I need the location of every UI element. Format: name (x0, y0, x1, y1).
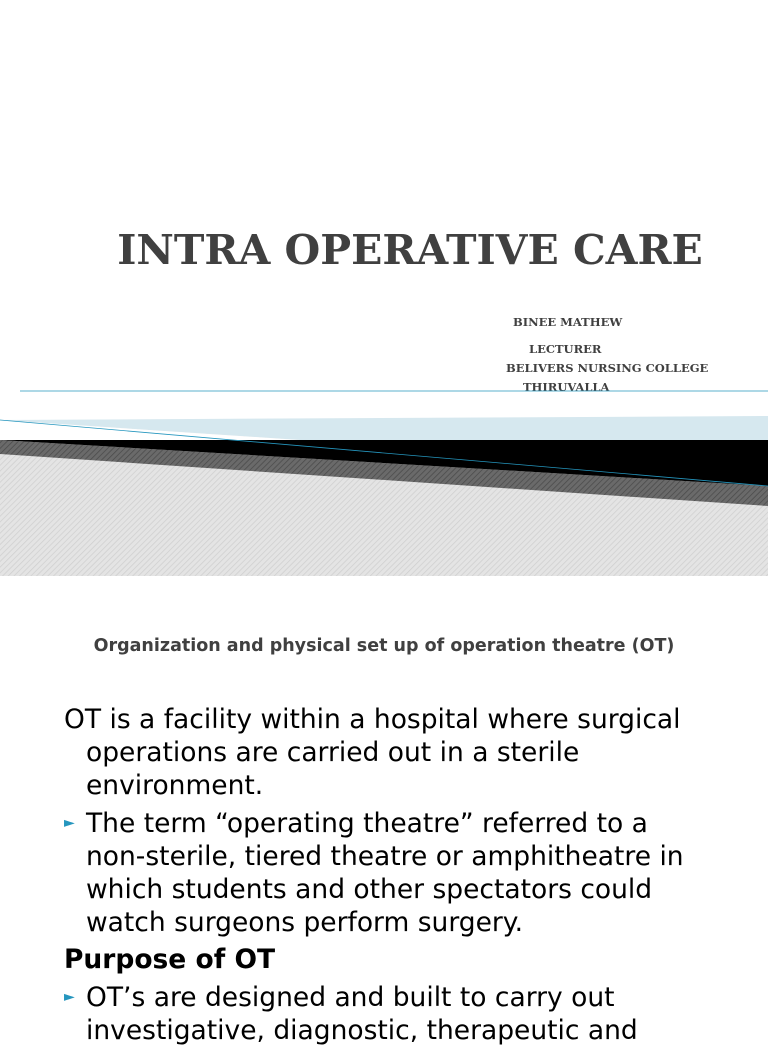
content-slide (0, 576, 768, 1046)
slide-heading: Organization and physical set up of operation theatre (OT) (93, 636, 675, 656)
place-name: THIRUVALLA (523, 380, 610, 394)
author-name: BINEE MATHEW (513, 315, 623, 329)
intro-paragraph (64, 703, 734, 802)
decorative-band-graphic (0, 380, 768, 576)
triangle-bullet-icon: ► (64, 989, 75, 1005)
purpose-heading: Purpose of OT (64, 944, 276, 975)
college-name: BELIVERS NURSING COLLEGE (506, 361, 709, 375)
bullet-line: non-sterile, tiered theatre or amphitheatre in (86, 841, 684, 872)
author-role: LECTURER (529, 342, 602, 356)
bullet-line: OT’s are designed and built to carry out (86, 982, 615, 1013)
intro-line: environment. (86, 770, 264, 801)
triangle-bullet-icon: ► (64, 815, 75, 831)
bullet-line: The term “operating theatre” referred to a (86, 808, 648, 839)
slide-title: INTRA OPERATIVE CARE (117, 226, 703, 274)
bullet-line: investigative, diagnostic, therapeutic and (86, 1015, 638, 1046)
intro-line: OT is a facility within a hospital where surgical (64, 704, 681, 735)
bullet-line: which students and other spectators could (86, 874, 653, 905)
bullet-line: watch surgeons perform surgery. (86, 907, 524, 938)
intro-line: operations are carried out in a sterile (86, 737, 580, 768)
